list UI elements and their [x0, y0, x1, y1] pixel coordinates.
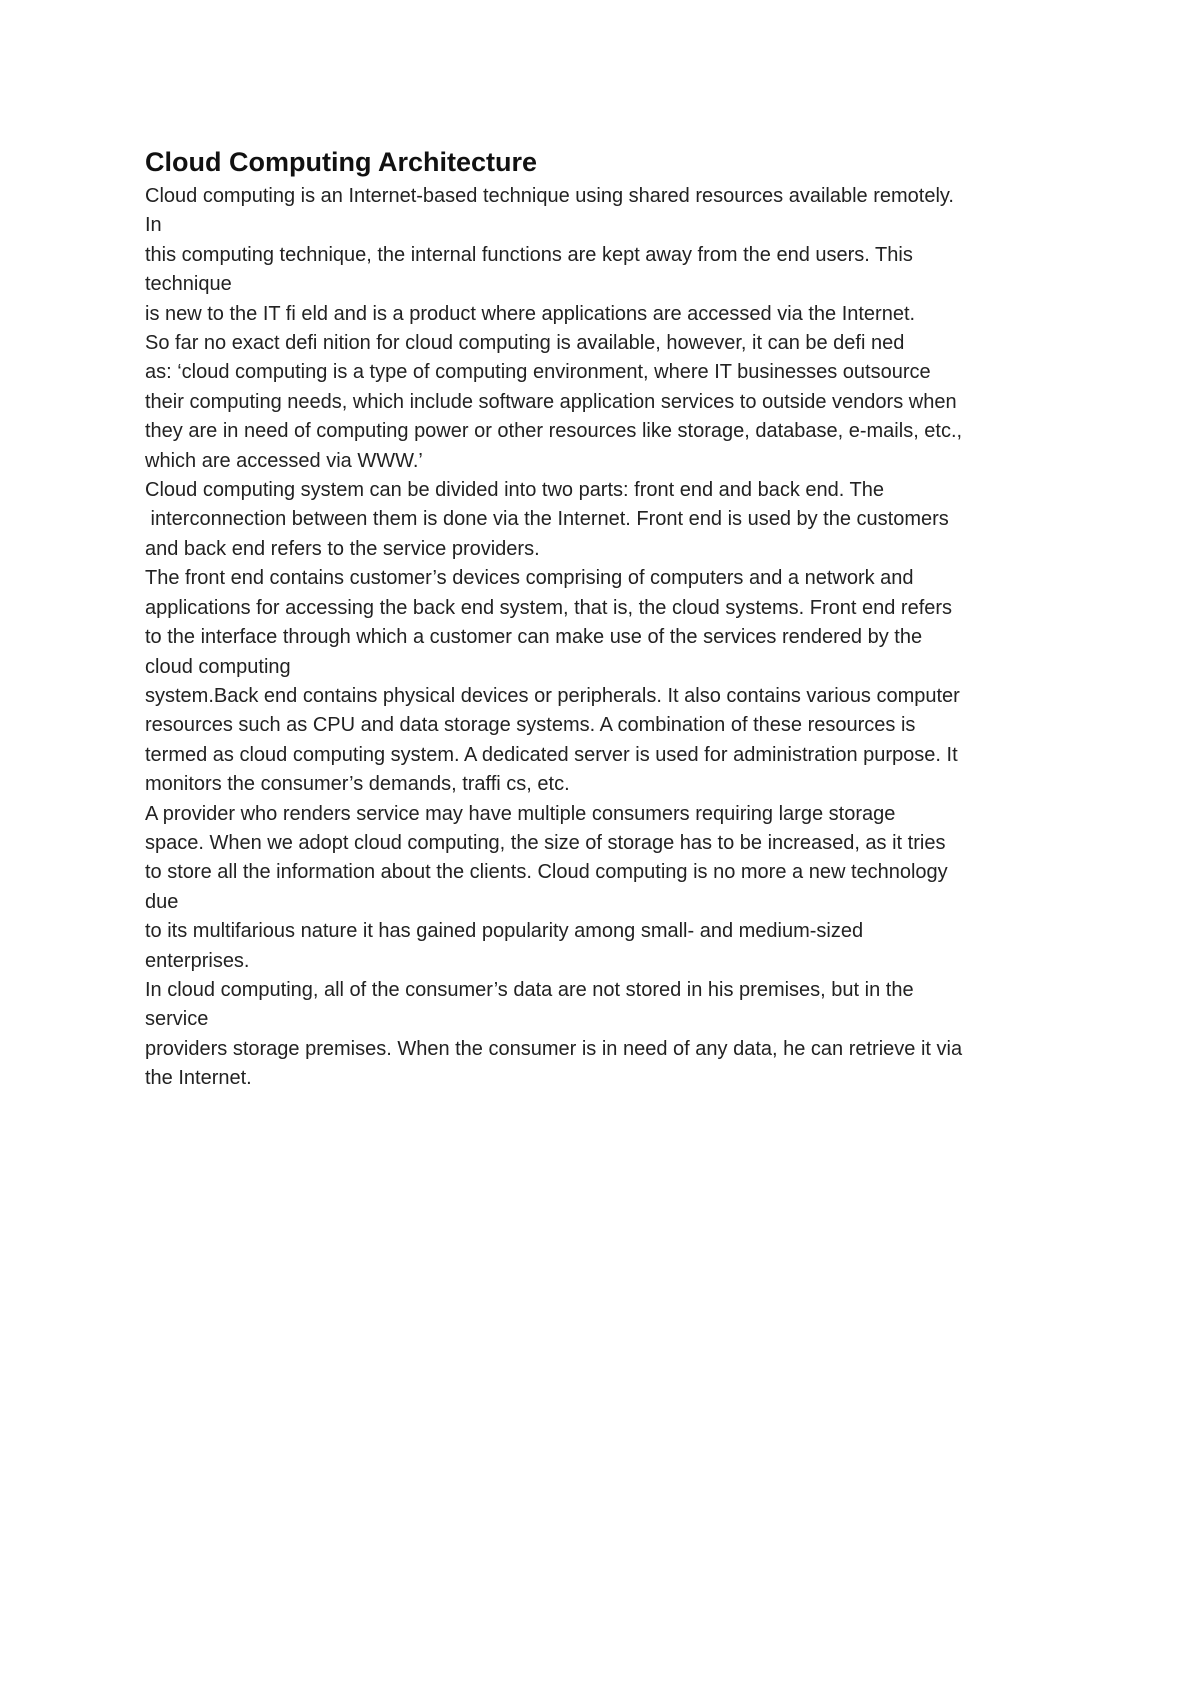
- text-line: and back end refers to the service providers.: [145, 537, 540, 560]
- document-body: [145, 144, 1075, 1094]
- text-line: interconnection between them is done via the Internet. Front end is used by the customers: [145, 508, 949, 531]
- text-line: Cloud computing system can be divided into two parts: front end and back end. The: [145, 479, 884, 502]
- text-line: is new to the IT fi eld and is a product where applications are accessed via the Internet.: [145, 302, 916, 325]
- text-line: In cloud computing, all of the consumer’s data are not stored in his premises, but in the: [145, 978, 914, 1001]
- text-line: termed as cloud computing system. A dedicated server is used for administration purpose. It: [145, 743, 958, 766]
- text-line: cloud computing: [145, 655, 291, 678]
- text-line: service: [145, 1008, 209, 1031]
- text-line: space. When we adopt cloud computing, the size of storage has to be increased, as it tries: [145, 831, 946, 854]
- text-line: which are accessed via WWW.’: [145, 449, 423, 472]
- text-line: to the interface through which a customer can make use of the services rendered by the: [145, 626, 923, 649]
- document-text: [145, 182, 1075, 1094]
- text-line: the Internet.: [145, 1067, 252, 1090]
- text-line: In: [145, 214, 162, 237]
- text-line: The front end contains customer’s devices comprising of computers and a network and: [145, 567, 914, 590]
- text-line: applications for accessing the back end system, that is, the cloud systems. Front end refers: [145, 596, 953, 619]
- text-line: to store all the information about the clients. Cloud computing is no more a new technology: [145, 861, 948, 884]
- text-line: Cloud computing is an Internet-based technique using shared resources available remotely.: [145, 185, 954, 207]
- text-line: enterprises.: [145, 949, 250, 972]
- text-line: they are in need of computing power or other resources like storage, database, e-mails, etc.,: [145, 420, 963, 443]
- text-line: as: ‘cloud computing is a type of computing environment, where IT businesses outsource: [145, 361, 931, 384]
- text-line: due: [145, 890, 179, 913]
- document-title: Cloud Computing Architecture: [145, 147, 537, 177]
- text-line: this computing technique, the internal functions are kept away from the end users. This: [145, 243, 913, 266]
- text-line: So far no exact defi nition for cloud computing is available, however, it can be defi ned: [145, 332, 905, 355]
- text-line: providers storage premises. When the consumer is in need of any data, he can retrieve it via: [145, 1037, 963, 1060]
- text-line: technique: [145, 273, 232, 296]
- text-line: monitors the consumer’s demands, traffi cs, etc.: [145, 773, 570, 796]
- text-line: their computing needs, which include software application services to outside vendors when: [145, 390, 957, 413]
- text-line: resources such as CPU and data storage systems. A combination of these resources is: [145, 714, 916, 737]
- text-line: A provider who renders service may have multiple consumers requiring large storage: [145, 802, 896, 825]
- text-line: system.Back end contains physical devices or peripherals. It also contains various computer: [145, 684, 960, 707]
- text-line: to its multifarious nature it has gained popularity among small- and medium-sized: [145, 920, 864, 943]
